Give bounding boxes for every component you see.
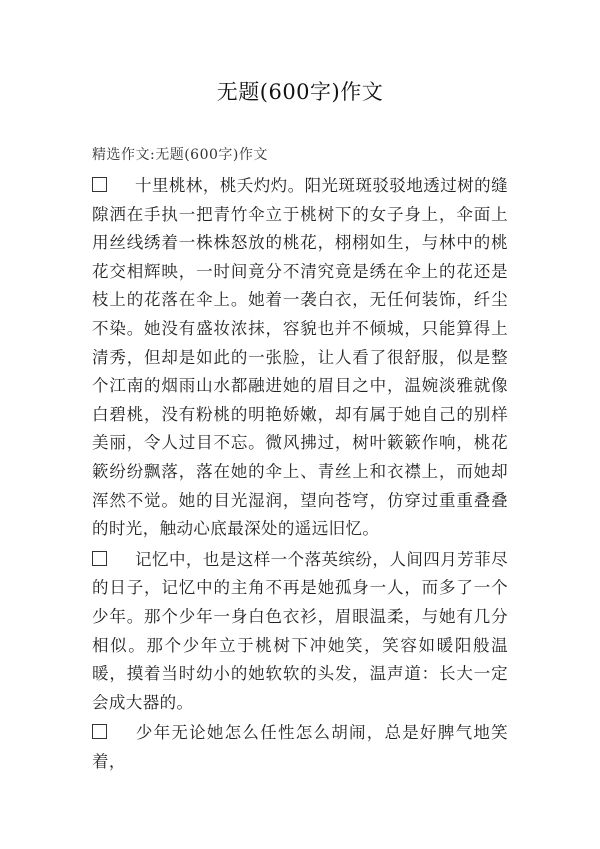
document-body	[92, 172, 508, 778]
paragraph	[92, 546, 508, 718]
document-title: 无题(600字)作文	[216, 80, 384, 104]
paragraph	[92, 719, 508, 776]
document-subtitle: 精选作文:无题(600字)作文	[92, 147, 268, 163]
checkbox-square-icon	[92, 551, 107, 566]
paragraph	[92, 172, 508, 544]
paragraph-text: 记忆中，也是这样一个落英缤纷，人间四月芳菲尽的日子，记忆中的主角不再是她孤身一人，而多了一个少年。那个少年一身白色衣衫，眉眼温柔，与她有几分相似。那个少年立于桃树下冲她笑，笑容如暖阳般温暖，摸着当时幼小的她软软的头发，温声道：长大一定会成大器的。	[92, 549, 508, 712]
paragraph-text: 十里桃林，桃夭灼灼。阳光斑斑驳驳地透过树的缝隙洒在手执一把青竹伞立于桃树下的女子身上，伞面上用丝线绣着一株株怒放的桃花，栩栩如生，与林中的桃花交相辉映，一时间竟分不清究竟是绣在伞上的花还是枝上的花落在伞上。她着一袭白衣，无任何装饰，纤尘不染。她没有盛妆浓抹，容貌也并不倾城，只能算得上清秀，但却是如此的一张脸，让人看了很舒服，似是整个江南的烟雨山水都融进她的眉目之中，温婉淡雅就像白碧桃，没有粉桃的明艳娇嫩，却有属于她自己的别样美丽，令人过目不忘。微风拂过，树叶簌簌作响，桃花簌纷纷飘落，落在她的伞上、青丝上和衣襟上，而她却浑然不觉。她的目光湿润，望向苍穹，仿穿过重重叠叠的时光，触动心底最深处的遥远旧忆。	[92, 176, 508, 539]
checkbox-square-icon	[92, 724, 107, 739]
paragraph-text: 少年无论她怎么任性怎么胡闹，总是好脾气地笑着，	[92, 723, 508, 771]
checkbox-square-icon	[92, 177, 107, 192]
